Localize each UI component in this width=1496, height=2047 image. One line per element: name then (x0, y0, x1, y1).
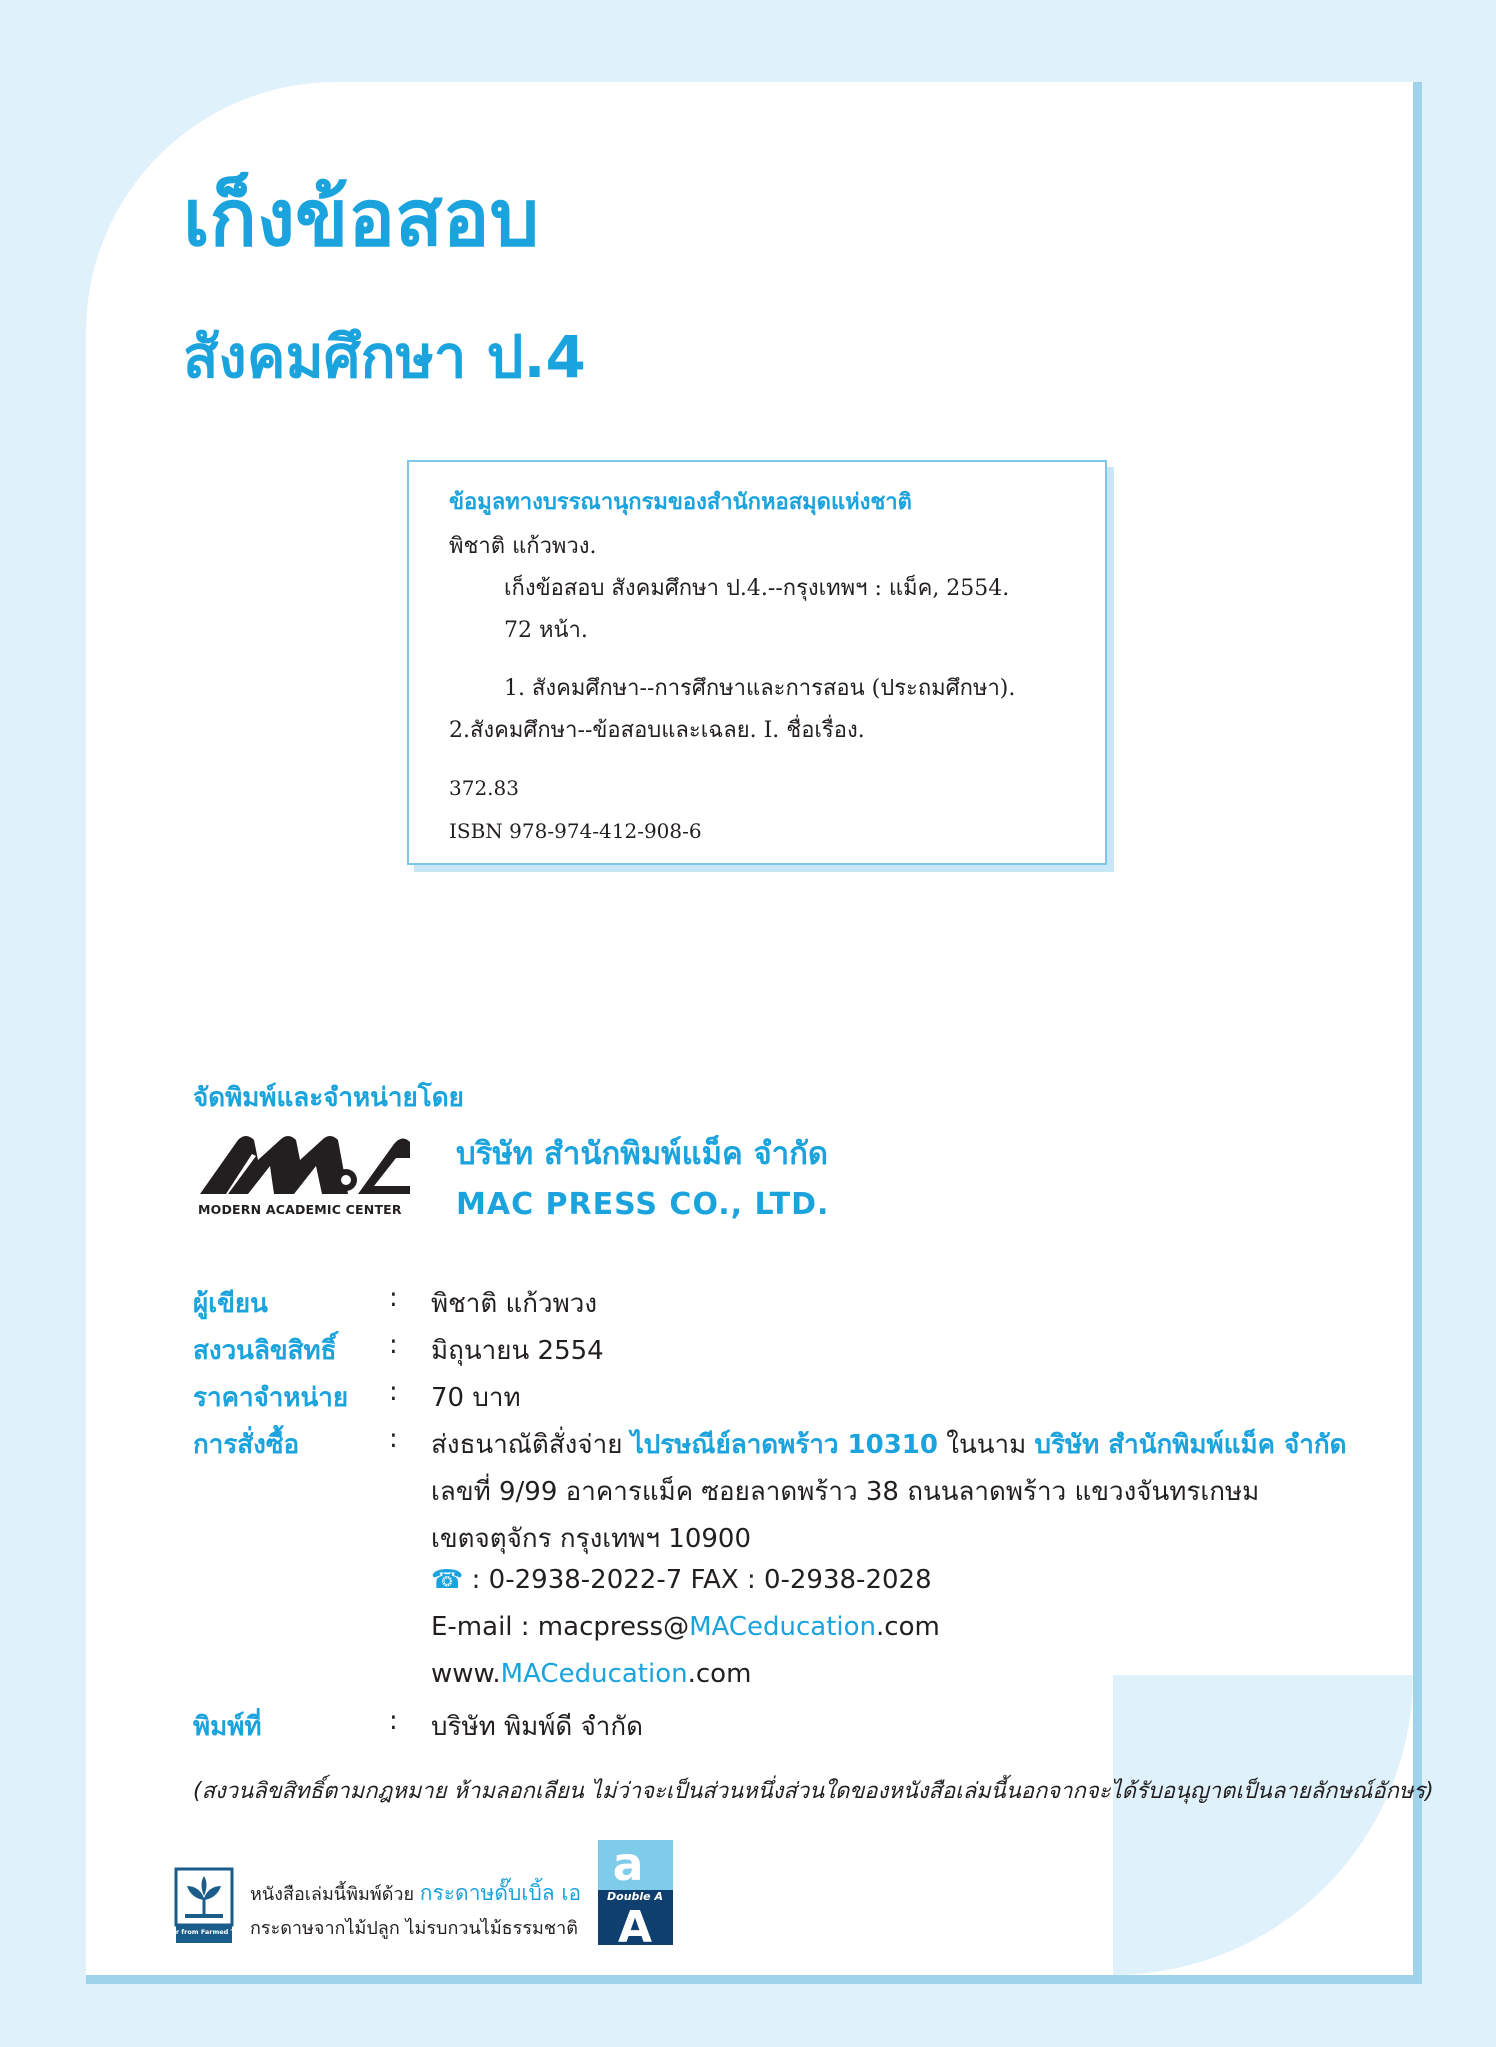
info-row-email (193, 1612, 1343, 1659)
order-company: บริษัท สำนักพิมพ์แม็ค จำกัด (1034, 1430, 1347, 1460)
phone-line (431, 1565, 932, 1595)
svg-text:A: A (617, 1902, 653, 1953)
copyright-notice: (สงวนลิขสิทธิ์ตามกฎหมาย ห้ามลอกเลียน ไม่ว่าจะเป็นส่วนหนึ่งส่วนใดของหนังสือเล่มนี้นอกจากจะได้รับอนุญาตเป็นลายลักษณ์อักษร) (193, 1779, 1434, 1804)
address-line-2: เขตจตุจักร กรุงเทพฯ 10900 (431, 1524, 752, 1554)
price-value: 70 บาท (431, 1383, 521, 1413)
copyright-label: สงวนลิขสิทธิ์ (193, 1336, 337, 1366)
phone-numbers: : 0-2938-2022-7 FAX : 0-2938-2028 (463, 1565, 932, 1595)
paper-note-line-1 (250, 1877, 581, 1910)
cip-author: พิชาติ แก้วพวง. (449, 534, 597, 559)
email-post: .com (876, 1612, 940, 1642)
company-name-thai: บริษัท สำนักพิมพ์แม็ค จำกัด (456, 1136, 828, 1172)
mac-logo (198, 1130, 410, 1220)
double-a-logo (598, 1837, 673, 1953)
paper-note-pre: หนังสือเล่มนี้พิมพ์ด้วย (250, 1884, 420, 1905)
info-row-author (193, 1283, 1343, 1330)
tree-icon (157, 1868, 251, 1944)
fsc-text: Paper from Farmed Trees (157, 1928, 251, 1936)
mac-logo-text: MODERN ACADEMIC CENTER (198, 1202, 402, 1217)
order-value (431, 1424, 1347, 1465)
colon: : (389, 1706, 398, 1736)
cip-class-number: 372.83 (449, 776, 519, 800)
info-row-copyright (193, 1330, 1343, 1377)
email-line[interactable] (431, 1612, 940, 1642)
price-label: ราคาจำหน่าย (193, 1383, 349, 1413)
printer-label: พิมพ์ที่ (193, 1712, 262, 1742)
publication-info (193, 1283, 1347, 1753)
info-row-price (193, 1377, 1343, 1424)
email-pre: E-mail : macpress@ (431, 1612, 690, 1642)
svg-text:a: a (612, 1837, 644, 1891)
book-title: เก็งข้อสอบ (183, 174, 540, 264)
publisher-label: จัดพิมพ์และจำหน่ายโดย (193, 1083, 464, 1113)
author-label: ผู้เขียน (193, 1289, 268, 1319)
colon: : (389, 1330, 398, 1360)
web-brand: MACeducation (500, 1659, 688, 1689)
farmed-trees-logo (157, 1868, 251, 1944)
order-post-office: ไปรษณีย์ลาดพร้าว 10310 (630, 1430, 938, 1460)
paper-brand: กระดาษดั๊บเบิ้ล เอ (419, 1881, 582, 1905)
cip-title-line: เก็งข้อสอบ สังคมศึกษา ป.4.--กรุงเทพฯ : แม็ค, 2554. (504, 576, 1010, 601)
colon: : (389, 1283, 398, 1313)
double-a-icon (598, 1837, 673, 1953)
double-a-text: Double A (607, 1890, 663, 1903)
cip-pages: 72 หน้า. (504, 618, 588, 643)
web-pre: www. (431, 1659, 501, 1689)
info-row-address2 (193, 1518, 1343, 1565)
order-mid: ในนาม (937, 1430, 1035, 1460)
author-value: พิชาติ แก้วพวง (431, 1289, 598, 1319)
cip-isbn: ISBN 978-974-412-908-6 (449, 819, 702, 843)
website-line[interactable] (431, 1659, 751, 1689)
cip-heading: ข้อมูลทางบรรณานุกรมของสำนักหอสมุดแห่งชาติ (449, 489, 912, 515)
info-row-address1 (193, 1471, 1343, 1518)
cip-subject-1: 1. สังคมศึกษา--การศึกษาและการสอน (ประถมศึกษา). (504, 676, 1016, 701)
info-row-phone (193, 1565, 1343, 1612)
order-pre: ส่งธนาณัติสั่งจ่าย (431, 1430, 631, 1460)
colon: : (389, 1424, 398, 1454)
paper-note-line-2: กระดาษจากไม้ปลูก ไม่รบกวนไม้ธรรมชาติ (250, 1918, 578, 1939)
web-post: .com (687, 1659, 752, 1689)
info-row-printer (193, 1706, 1343, 1753)
cip-subject-2: 2.สังคมศึกษา--ข้อสอบและเฉลย. I. ชื่อเรื่อง. (449, 718, 865, 743)
book-subtitle: สังคมศึกษา ป.4 (183, 323, 586, 391)
colon: : (389, 1377, 398, 1407)
phone-icon: ☎ (431, 1565, 464, 1595)
cataloging-box (407, 460, 1107, 865)
mac-logo-icon (198, 1130, 410, 1198)
copyright-value: มิถุนายน 2554 (431, 1336, 604, 1366)
address-line-1: เลขที่ 9/99 อาคารแม็ค ซอยลาดพร้าว 38 ถนนลาดพร้าว แขวงจันทรเกษม (431, 1477, 1260, 1507)
info-row-order (193, 1424, 1347, 1471)
company-name-english: MAC PRESS CO., LTD. (456, 1187, 830, 1222)
printer-value: บริษัท พิมพ์ดี จำกัด (431, 1712, 644, 1742)
order-label: การสั่งซื้อ (193, 1430, 300, 1460)
info-row-website (193, 1659, 1343, 1706)
email-brand: MACeducation (689, 1612, 877, 1642)
